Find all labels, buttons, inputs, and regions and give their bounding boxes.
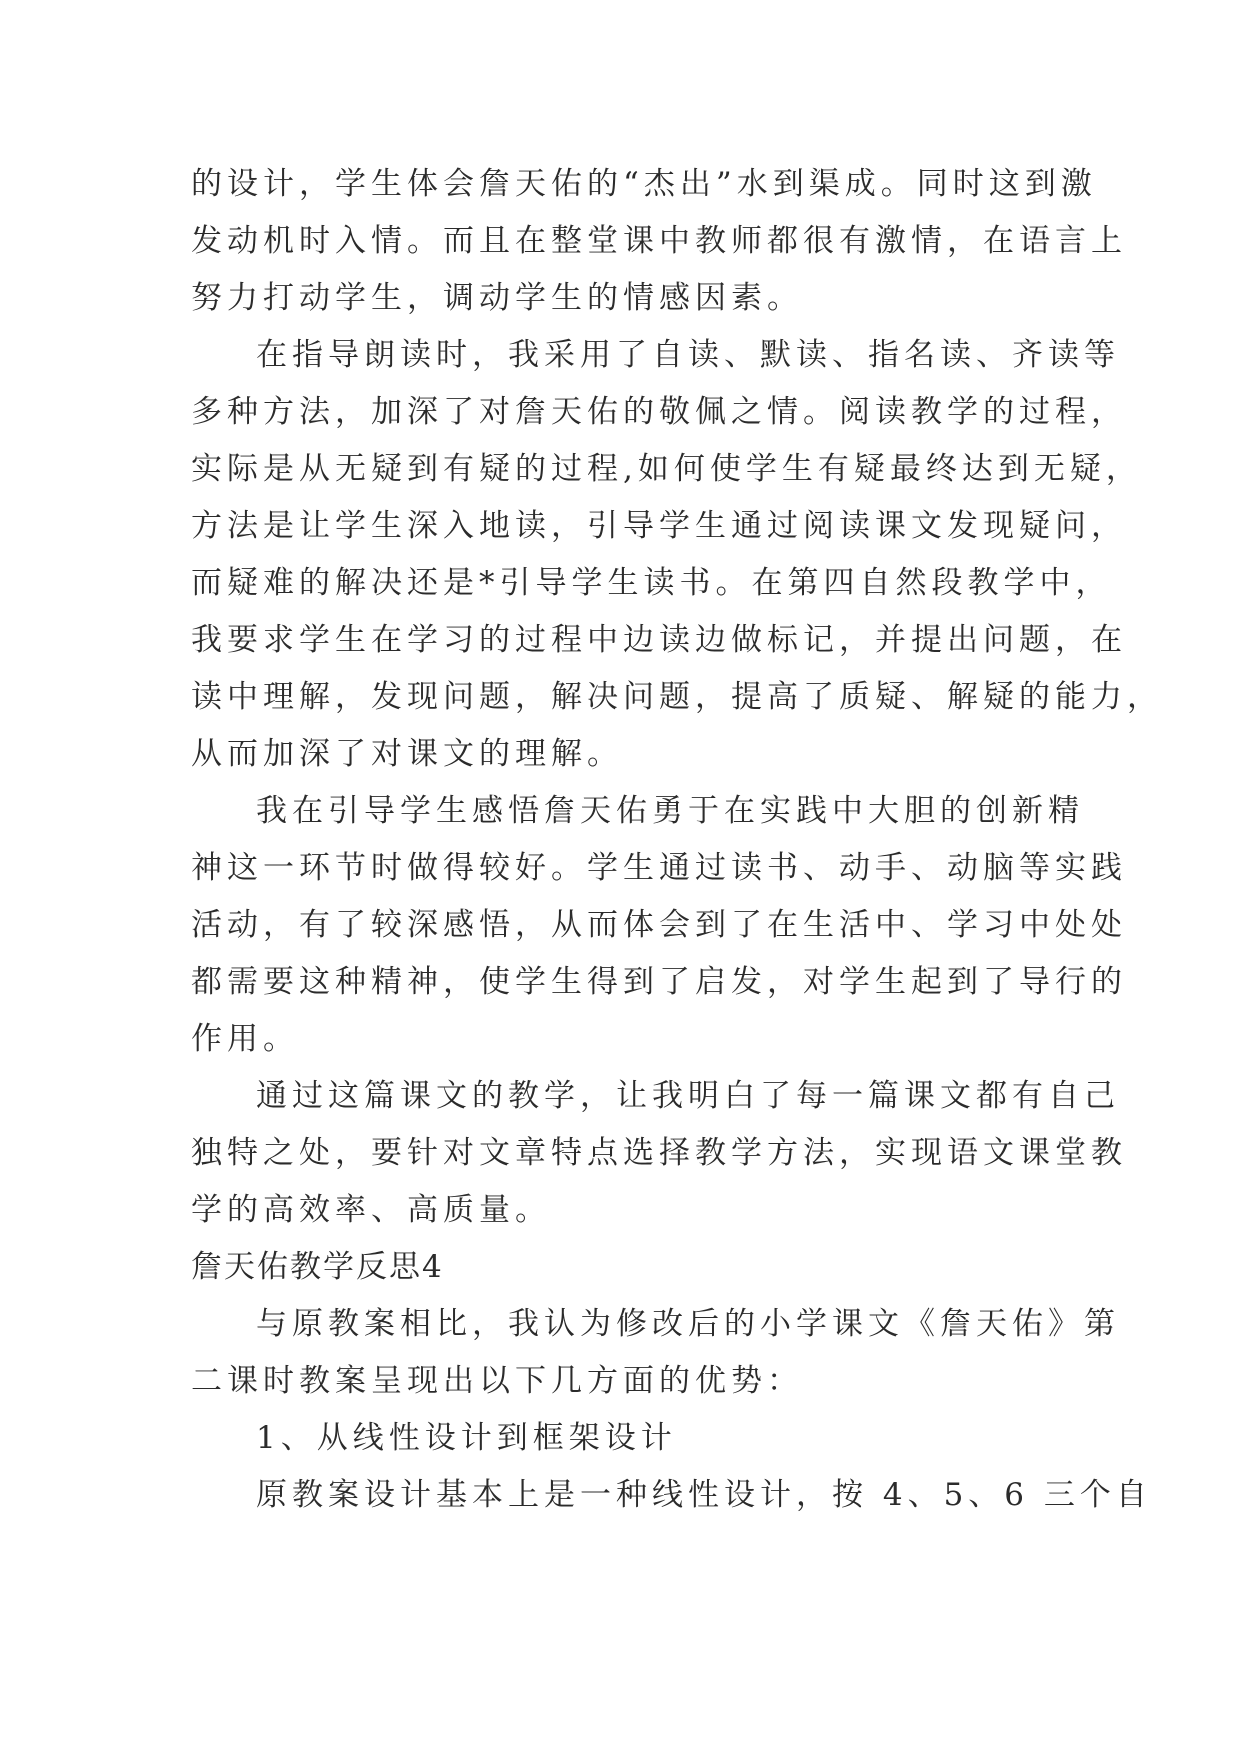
text-line: 都需要这种精神，使学生得到了启发，对学生起到了导行的 [191, 964, 1127, 1000]
text-line: 独特之处，要针对文章特点选择教学方法，实现语文课堂教 [191, 1135, 1127, 1171]
paragraph-start: 通过这篇课文的教学，让我明白了每一篇课文都有自己 [256, 1078, 1120, 1114]
text-line: 活动，有了较深感悟，从而体会到了在生活中、学习中处处 [191, 907, 1127, 943]
text-line: 实际是从无疑到有疑的过程,如何使学生有疑最终达到无疑， [191, 451, 1142, 487]
section-heading: 詹天佑教学反思4 [191, 1249, 444, 1285]
text-line: 神这一环节时做得较好。学生通过读书、动手、动脑等实践 [191, 850, 1127, 886]
text-line: 我要求学生在学习的过程中边读边做标记，并提出问题，在 [191, 622, 1127, 658]
text-line: 读中理解，发现问题，解决问题，提高了质疑、解疑的能力， [191, 679, 1163, 715]
text-line: 方法是让学生深入地读，引导学生通过阅读课文发现疑问， [191, 508, 1127, 544]
text-line: 发动机时入情。而且在整堂课中教师都很有激情，在语言上 [191, 223, 1127, 259]
text-line: 多种方法，加深了对詹天佑的敬佩之情。阅读教学的过程， [191, 394, 1127, 430]
paragraph-start: 与原教案相比，我认为修改后的小学课文《詹天佑》第 [256, 1306, 1120, 1342]
text-line: 努力打动学生，调动学生的情感因素。 [191, 280, 803, 316]
text-line: 的设计，学生体会詹天佑的“杰出”水到渠成。同时这到激 [191, 166, 1097, 202]
paragraph-start: 在指导朗读时，我采用了自读、默读、指名读、齐读等 [256, 337, 1120, 373]
text-line: 学的高效率、高质量。 [191, 1192, 551, 1228]
text-line: 从而加深了对课文的理解。 [191, 736, 623, 772]
text-line: 作用。 [191, 1021, 299, 1057]
text-line: 二课时教案呈现出以下几方面的优势： [191, 1363, 803, 1399]
paragraph-start: 原教案设计基本上是一种线性设计，按 4、5、6 三个自 [256, 1477, 1152, 1513]
subheading: 1、从线性设计到框架设计 [256, 1420, 677, 1456]
text-line: 而疑难的解决还是*引导学生读书。在第四自然段教学中， [191, 565, 1112, 601]
paragraph-start: 我在引导学生感悟詹天佑勇于在实践中大胆的创新精 [256, 793, 1084, 829]
